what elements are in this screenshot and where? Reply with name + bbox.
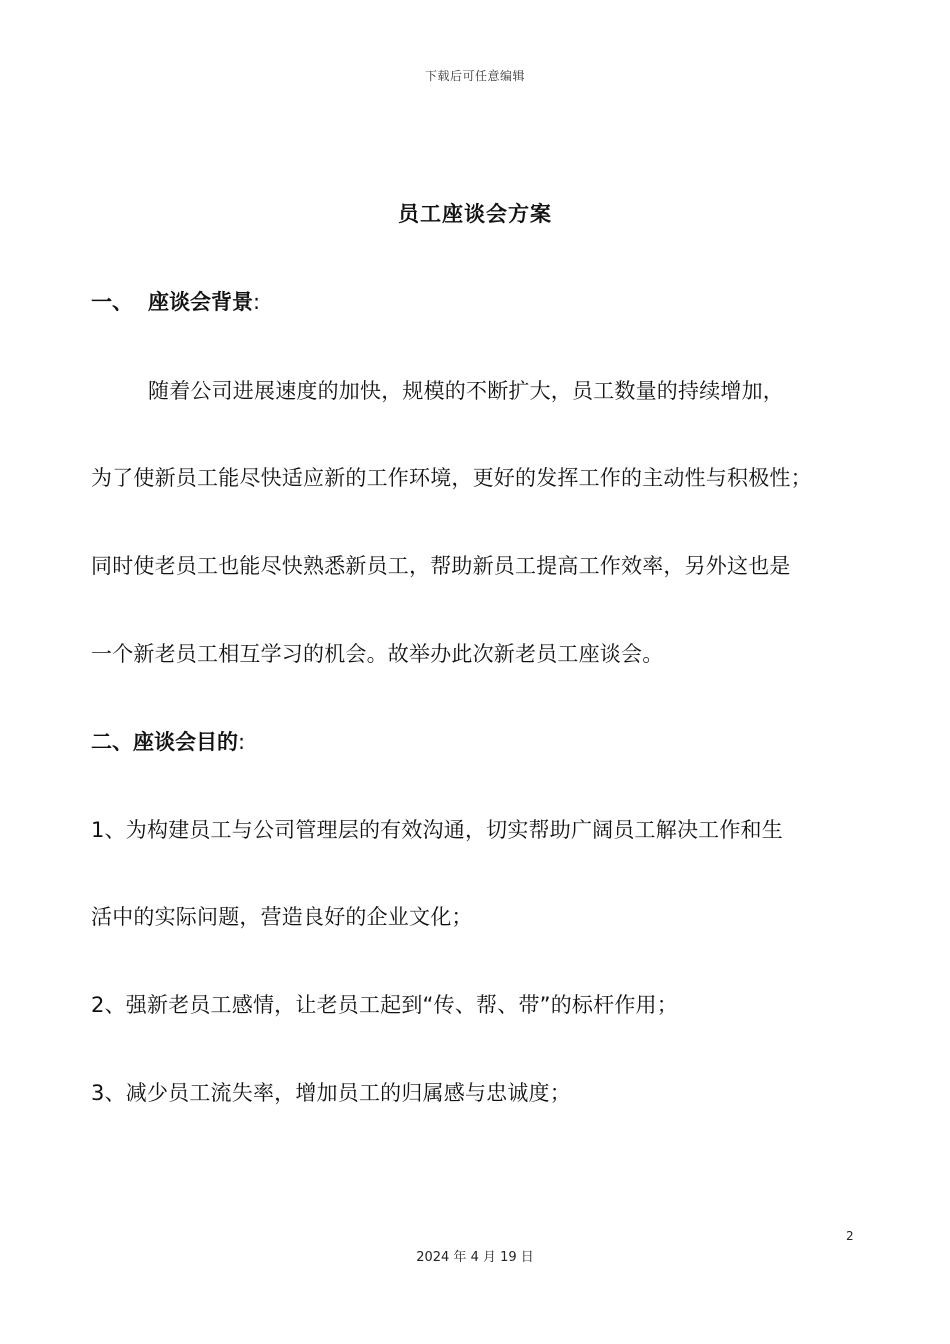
- footer-date: 2024 年 4 月 19 日: [416, 1250, 534, 1265]
- page-number: 2: [846, 1229, 854, 1243]
- section-number: 二、: [91, 730, 133, 754]
- paragraph-line: 同时使老员工也能尽快熟悉新员工，帮助新员工提高工作效率，另外这也是: [91, 554, 791, 578]
- document-title: 员工座谈会方案: [398, 202, 552, 226]
- list-item-line: 1、为构建员工与公司管理层的有效沟通，切实帮助广阔员工解决工作和生: [91, 818, 783, 842]
- paragraph-line: 一个新老员工相互学习的机会。故举办此次新老员工座谈会。: [91, 642, 664, 666]
- paragraph-line: 为了使新员工能尽快适应新的工作环境，更好的发挥工作的主动性与积极性；: [91, 466, 812, 490]
- list-item-line: 2、强新老员工感情，让老员工起到“传、帮、带”的标杆作用；: [91, 993, 678, 1017]
- header-note: 下载后可任意编辑: [424, 69, 525, 83]
- section-heading-background: [91, 286, 260, 316]
- list-item-line: 3、减少员工流失率，增加员工的归属感与忠诚度；: [91, 1081, 571, 1105]
- section-number: 一、: [91, 290, 133, 314]
- list-item-line: 活中的实际问题，营造良好的企业文化；: [91, 905, 473, 929]
- paragraph-line: 随着公司进展速度的加快，规模的不断扩大，员工数量的持续增加，: [148, 379, 784, 403]
- section-heading-text: 座谈会目的: [133, 730, 238, 754]
- section-heading-purpose: [91, 726, 245, 756]
- section-heading-colon: :: [253, 290, 261, 314]
- section-heading-text: 座谈会背景: [148, 290, 253, 314]
- section-heading-colon: :: [238, 730, 246, 754]
